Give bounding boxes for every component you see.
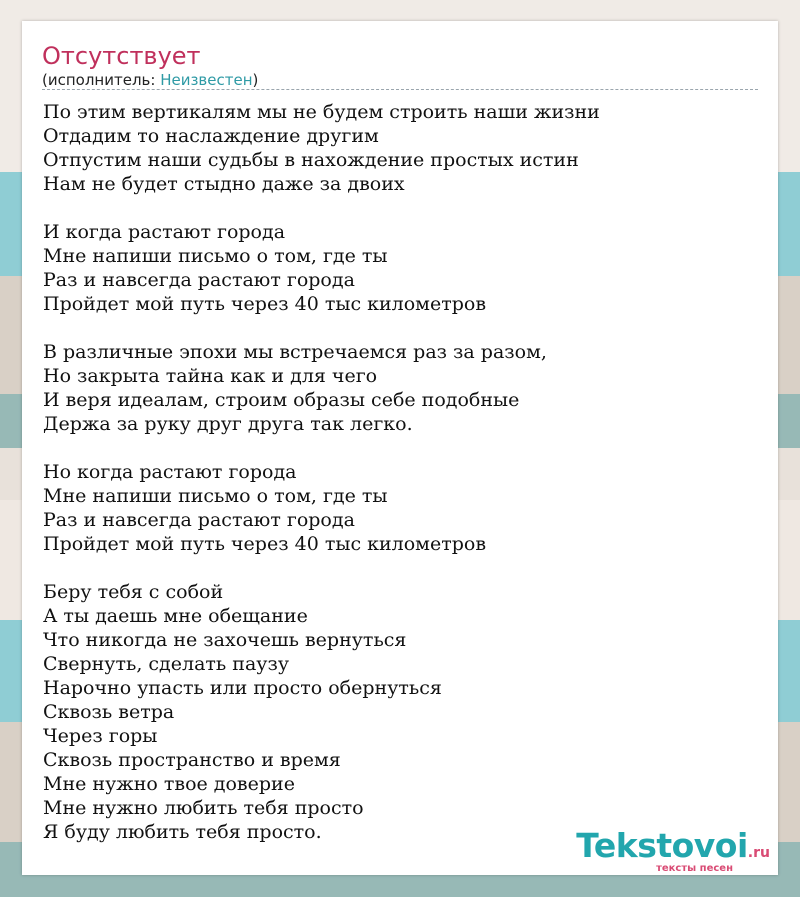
lyric-line: В различные эпохи мы встречаемся раз за разом, (43, 341, 547, 363)
performer-link[interactable]: Неизвестен (160, 71, 253, 89)
lyrics-card (22, 21, 778, 875)
lyric-line: Пройдет мой путь через 40 тыс километров (43, 533, 487, 555)
lyric-line: Нам не будет стыдно даже за двоих (43, 173, 405, 195)
lyrics-text (43, 100, 600, 844)
logo-domain: .ru (747, 845, 770, 861)
lyric-line: Отпустим наши судьбы в нахождение простых истин (43, 149, 579, 171)
lyrics-stanza (43, 460, 600, 556)
lyric-line: Раз и навсегда растают города (43, 269, 355, 291)
lyric-line: Беру тебя с собой (43, 581, 224, 603)
title-divider (42, 89, 758, 90)
lyric-line: Сквозь ветра (43, 701, 175, 723)
lyric-line: А ты даешь мне обещание (43, 605, 308, 627)
lyric-line: И веря идеалам, строим образы себе подобные (43, 389, 520, 411)
lyric-line: Раз и навсегда растают города (43, 509, 355, 531)
performer-line (42, 71, 258, 89)
logo-tagline: тексты песен (656, 863, 733, 874)
lyric-line: И когда растают города (43, 221, 286, 243)
lyric-line: Отдадим то наслаждение другим (43, 125, 379, 147)
lyric-line: Я буду любить тебя просто. (43, 821, 322, 843)
song-title: Отсутствует (42, 42, 201, 70)
lyric-line: По этим вертикалям мы не будем строить наши жизни (43, 101, 600, 123)
logo-wordmark: Tekstovoi (576, 826, 748, 865)
lyrics-stanza (43, 340, 600, 436)
lyric-line: Мне нужно любить тебя просто (43, 797, 364, 819)
lyric-line: Мне напиши письмо о том, где ты (43, 245, 388, 267)
lyric-line: Сквозь пространство и время (43, 749, 341, 771)
lyric-line: Свернуть, сделать паузу (43, 653, 290, 675)
performer-suffix: ) (252, 71, 259, 89)
lyric-line: Пройдет мой путь через 40 тыс километров (43, 293, 487, 315)
performer-prefix: (исполнитель: (42, 71, 161, 89)
lyrics-stanza (43, 220, 600, 316)
lyric-line: Что никогда не захочешь вернуться (43, 629, 407, 651)
site-logo[interactable] (560, 827, 770, 875)
lyric-line: Мне напиши письмо о том, где ты (43, 485, 388, 507)
lyric-line: Мне нужно твое доверие (43, 773, 295, 795)
lyric-line: Через горы (43, 725, 158, 747)
lyric-line: Но когда растают города (43, 461, 297, 483)
lyric-line: Но закрыта тайна как и для чего (43, 365, 378, 387)
lyric-line: Держа за руку друг друга так легко. (43, 413, 413, 435)
lyrics-stanza (43, 580, 600, 844)
lyric-line: Нарочно упасть или просто обернуться (43, 677, 442, 699)
lyrics-stanza (43, 100, 600, 196)
